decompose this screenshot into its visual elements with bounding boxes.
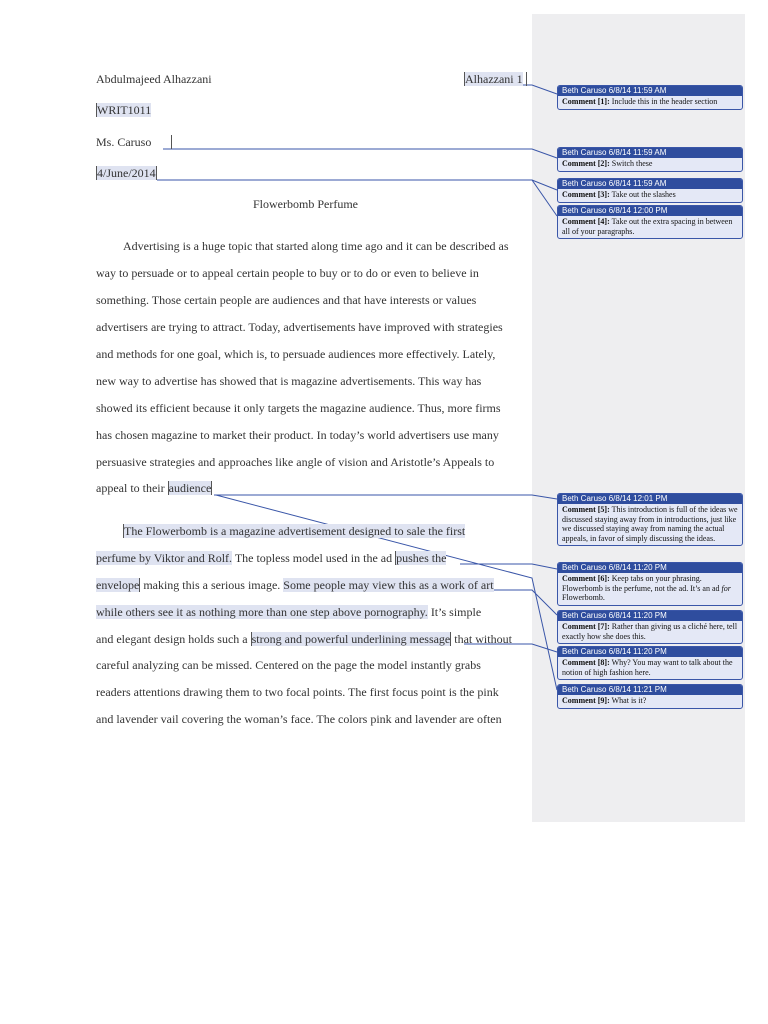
body-line	[96, 481, 212, 495]
body-line: Advertising is a huge topic that started along time ago and it can be described as	[123, 239, 509, 253]
comment-header: Beth Caruso 6/8/14 12:00 PM	[558, 206, 742, 216]
body-text: that without	[451, 632, 512, 646]
connector-3	[157, 180, 557, 190]
comment-balloon-5[interactable]	[557, 493, 743, 546]
instructor-name: Ms. Caruso	[96, 135, 152, 149]
comment-balloon-2[interactable]	[557, 147, 743, 172]
comment-header: Beth Caruso 6/8/14 11:59 AM	[558, 86, 742, 96]
comment-body: Comment [9]: What is it?	[562, 696, 647, 705]
comment-body: Comment [1]: Include this in the header section	[562, 97, 718, 106]
body-line: new way to advertise has showed that is magazine advertisements. This way has	[96, 374, 482, 388]
highlighted-text: pushes the	[396, 551, 447, 565]
comment-header: Beth Caruso 6/8/14 11:20 PM	[558, 611, 742, 621]
highlighted-text: Some people may view this as a work of art	[283, 578, 494, 592]
comment-balloon-6[interactable]	[557, 562, 743, 606]
author-name: Abdulmajeed Alhazzani	[96, 72, 212, 86]
page-header	[464, 72, 527, 86]
body-line: has chosen magazine to market their product. In today’s world advertisers use many	[96, 428, 499, 442]
comment-body: Comment [4]: Take out the extra spacing in between all of your paragraphs.	[562, 217, 733, 236]
body-text: and elegant design holds such a	[96, 632, 251, 646]
body-line: showed its efficient because it only targets the magazine audience. Thus, more firms	[96, 401, 501, 415]
connector-2	[163, 149, 557, 158]
comment-body: Comment [6]: Keep tabs on your phrasing. Flowerbomb is the perfume, not the ad. It’s an ad for Flowerbomb.	[562, 574, 731, 602]
comment-header: Beth Caruso 6/8/14 11:21 PM	[558, 685, 742, 695]
body-text: making this a serious image.	[140, 578, 284, 592]
course-line	[96, 103, 151, 117]
body-line: readers attentions drawing them to two focal points. The first focus point is the pink	[96, 685, 499, 699]
page-label: Alhazzani 1	[465, 72, 523, 86]
body-line	[96, 551, 446, 565]
course-code: WRIT1011	[97, 103, 152, 117]
comment-balloon-3[interactable]	[557, 178, 743, 203]
body-text: It’s simple	[427, 605, 482, 619]
comment-header: Beth Caruso 6/8/14 11:20 PM	[558, 647, 742, 657]
date: 4/June/2014	[97, 166, 156, 180]
body-line	[96, 578, 494, 592]
comment-balloon-4[interactable]	[557, 205, 743, 239]
date-line	[96, 166, 157, 180]
body-line: something. Those certain people are audiences and that have interests or values	[96, 293, 477, 307]
body-line	[123, 524, 465, 538]
comment-header: Beth Caruso 6/8/14 11:20 PM	[558, 563, 742, 573]
body-text: appeal to their	[96, 481, 168, 495]
comment-body: Comment [3]: Take out the slashes	[562, 190, 676, 199]
highlighted-text: strong and powerful underlining message	[251, 632, 451, 646]
comment-balloon-8[interactable]	[557, 646, 743, 680]
highlighted-text: perfume by Viktor and Rolf.	[96, 551, 233, 565]
comment-body: Comment [8]: Why? You may want to talk about the notion of high fashion here.	[562, 658, 733, 677]
body-line: and lavender vail covering the woman’s face. The colors pink and lavender are often	[96, 712, 502, 726]
connector-6	[460, 564, 557, 569]
body-line	[96, 605, 481, 619]
comment-header: Beth Caruso 6/8/14 11:59 AM	[558, 179, 742, 189]
comment-body: Comment [7]: Rather than giving us a cliché here, tell exactly how she does this.	[562, 622, 738, 641]
instructor-line	[96, 135, 172, 149]
body-text: The topless model used in the ad	[232, 551, 396, 565]
essay-title: Flowerbomb Perfume	[253, 197, 358, 211]
comment-header: Beth Caruso 6/8/14 12:01 PM	[558, 494, 742, 504]
comment-balloon-7[interactable]	[557, 610, 743, 644]
comment-body: Comment [5]: This introduction is full of the ideas we discussed staying away from in introductions, just like we discussed staying away from naming the actual appeals, in favor of simply discussing the ideas.	[562, 505, 738, 543]
highlighted-text: envelope	[96, 578, 140, 592]
body-line: advertisers are trying to attract. Today, advertisements have improved with strategies	[96, 320, 503, 334]
body-line: and methods for one goal, which is, to persuade audiences more effectively. Lately,	[96, 347, 496, 361]
connector-5	[214, 495, 557, 499]
comment-balloon-1[interactable]	[557, 85, 743, 110]
highlighted-text: The Flowerbomb is a magazine advertisement designed to sale the first	[124, 524, 466, 538]
comment-body: Comment [2]: Switch these	[562, 159, 653, 168]
body-line: way to persuade or to appeal certain people to buy or to do or even to believe in	[96, 266, 479, 280]
highlighted-text: audience	[168, 481, 212, 495]
body-line	[96, 632, 512, 646]
connector-1	[523, 85, 557, 94]
body-line: careful analyzing can be missed. Centered on the page the model instantly grabs	[96, 658, 481, 672]
comment-header: Beth Caruso 6/8/14 11:59 AM	[558, 148, 742, 158]
highlighted-text: while others see it as nothing more than one step above pornography.	[96, 605, 428, 619]
comment-balloon-9[interactable]	[557, 684, 743, 709]
body-line: persuasive strategies and approaches like angle of vision and Aristotle’s Appeals to	[96, 455, 495, 469]
